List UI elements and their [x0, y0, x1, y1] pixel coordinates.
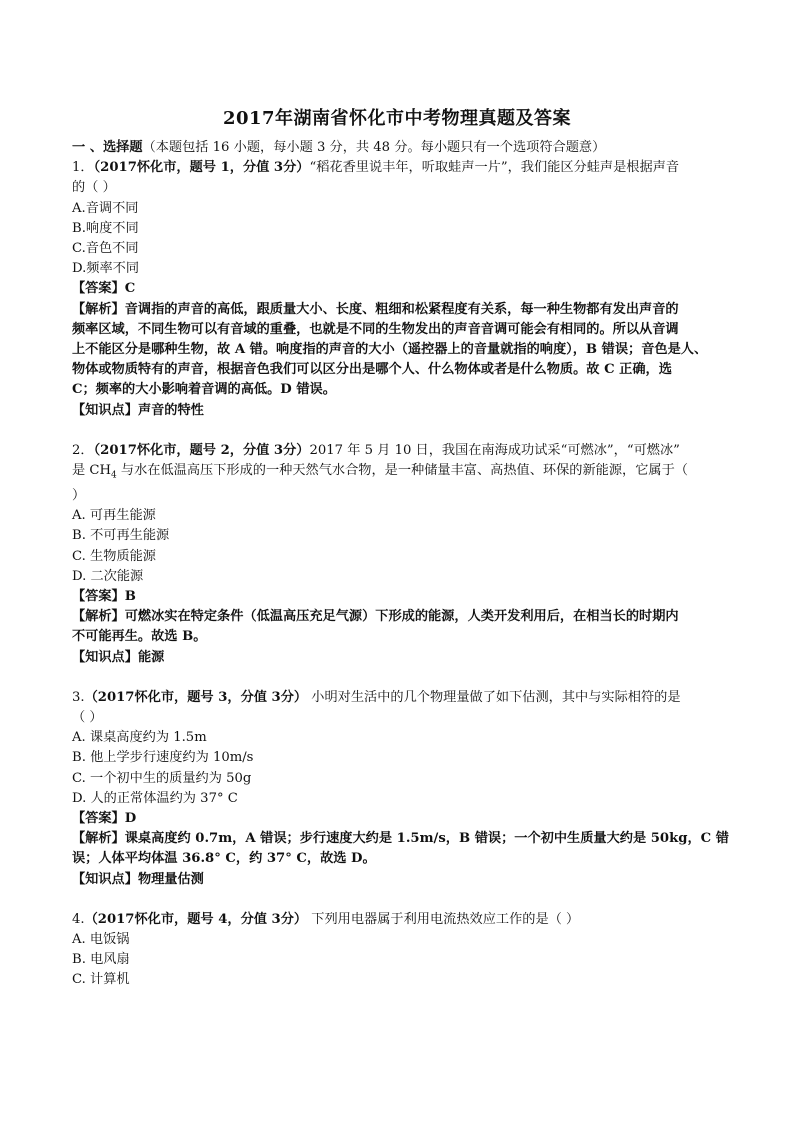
question-1 — [72, 158, 722, 421]
answer-label: 【答案】 — [72, 810, 125, 826]
option-c: C. 生物质能源 — [72, 548, 156, 564]
option-c: C. 一个初中生的质量约为 50g — [72, 770, 252, 786]
option-a: A. 电饭锅 — [72, 931, 130, 947]
question-stem: 小明对生活中的几个物理量做了如下估测，其中与实际相符的是 — [307, 689, 681, 705]
question-4 — [72, 910, 722, 991]
question-tag: （2017怀化市，题号 1，分值 3分） — [93, 160, 310, 176]
document-page — [72, 96, 729, 991]
answer-label: 【答案】 — [72, 281, 125, 297]
analysis-line: 上不能区分是哪种生物，故 A 错。响度指的声音的大小（遥控器上的音量就指的响度），B 错误；音色是人、 — [72, 342, 708, 358]
answer — [72, 809, 722, 829]
kp-value: 能源 — [137, 649, 165, 665]
option-c: C.音色不同 — [72, 241, 139, 257]
section-label: 一 、选择题 — [72, 140, 143, 155]
question-3 — [72, 688, 729, 890]
section-heading — [72, 138, 722, 158]
answer-value: B — [124, 588, 136, 604]
answer — [72, 587, 722, 607]
question-stem-cont: 与水在低温高压下形成的一种天然气水合物，是一种储量丰富、高热值、环保的新能源，它属于（ — [116, 463, 688, 479]
analysis-line — [72, 829, 729, 849]
analysis-line — [72, 300, 722, 320]
subscript: 4 — [110, 470, 117, 481]
analysis-line: 不可能再生。故选 B。 — [72, 629, 207, 645]
question-number: 3. — [72, 689, 85, 705]
section-note: （本题包括 16 小题，每小题 3 分，共 48 分。每小题只有一个选项符合题意） — [142, 140, 606, 155]
knowledge-point — [72, 401, 722, 421]
kp-label: 【知识点】 — [72, 871, 138, 887]
page-title: 2017年湖南省怀化市中考物理真题及答案 — [222, 108, 572, 129]
option-d: D. 二次能源 — [72, 568, 144, 584]
question-stem-cont: ） — [72, 487, 86, 503]
question-stem: 下列用电器属于利用电流热效应工作的是（ ） — [307, 911, 580, 927]
option-a: A. 可再生能源 — [72, 508, 156, 524]
option-c: C. 计算机 — [72, 972, 130, 988]
analysis-text: 可燃冰实在特定条件（低温高压充足气源）下形成的能源，人类开发利用后，在相当长的时期内 — [124, 609, 679, 625]
analysis-line: C；频率的大小影响着音调的高低。D 错误。 — [72, 382, 336, 398]
kp-value: 声音的特性 — [137, 402, 204, 418]
analysis-text: 课桌高度约 0.7m，A 错误；步行速度大约是 1.5m/s，B 错误；一个初中生质量大约是 50kg，C 错 — [124, 831, 729, 847]
knowledge-point — [72, 648, 722, 668]
kp-label: 【知识点】 — [72, 402, 138, 418]
knowledge-point — [72, 870, 722, 890]
question-number: 4. — [72, 911, 85, 927]
analysis-text: 音调指的声音的高低，跟质量大小、长度、粗细和松紧程度有关系，每一种生物都有发出声音的 — [124, 301, 679, 317]
question-2 — [72, 441, 722, 668]
analysis-line: 物体或物质特有的声音，根据音色我们可以区分出是哪个人、什么物体或者是什么物质。故 C 正确，选 — [72, 362, 672, 378]
question-stem: 2017 年 5 月 10 日，我国在南海成功试采“可燃冰”，“可燃冰” — [309, 442, 680, 458]
question-stem: “稻花香里说丰年，听取蛙声一片”，我们能区分蛙声是根据声音 — [309, 160, 680, 176]
question-tag: （2017怀化市，题号 3，分值 3分） — [84, 689, 308, 705]
answer-value: C — [124, 281, 136, 297]
question-number: 1． — [72, 160, 94, 176]
option-b: B. 不可再生能源 — [72, 528, 170, 544]
answer-value: D — [124, 810, 137, 826]
analysis-label: 【解析】 — [72, 831, 125, 847]
question-stem-cont: 的（ ） — [72, 180, 116, 196]
option-d: D. 人的正常体温约为 37° C — [72, 790, 238, 806]
analysis-line: 误；人体平均体温 36.8° C，约 37° C，故选 D。 — [72, 851, 376, 867]
option-b: B. 电风扇 — [72, 952, 130, 968]
option-b: B. 他上学步行速度约为 10m/s — [72, 750, 254, 766]
option-a: A.音调不同 — [72, 200, 139, 216]
question-number: 2． — [72, 442, 94, 458]
question-tag: （2017怀化市，题号 2，分值 3分） — [93, 442, 310, 458]
question-tag: （2017怀化市，题号 4，分值 3分） — [84, 911, 308, 927]
analysis-line — [72, 607, 722, 627]
analysis-label: 【解析】 — [72, 609, 125, 625]
kp-label: 【知识点】 — [72, 649, 138, 665]
question-stem-cont: 是 CH — [72, 463, 111, 479]
analysis-label: 【解析】 — [72, 301, 125, 317]
question-stem-cont: （ ） — [72, 709, 103, 725]
answer-label: 【答案】 — [72, 588, 125, 604]
kp-value: 物理量估测 — [137, 871, 204, 887]
option-d: D.频率不同 — [72, 261, 140, 277]
answer — [72, 279, 722, 299]
option-a: A. 课桌高度约为 1.5m — [72, 730, 207, 746]
option-b: B.响度不同 — [72, 220, 139, 236]
analysis-line: 频率区域，不同生物可以有音域的重叠，也就是不同的生物发出的声音音调可能会有相同的。所以从音调 — [72, 321, 679, 337]
